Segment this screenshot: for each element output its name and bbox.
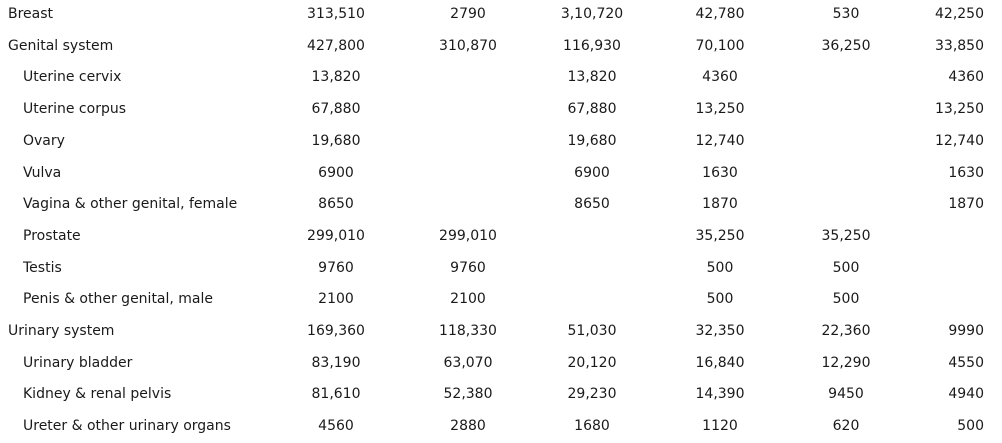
table-cell: 500 xyxy=(832,259,860,276)
table-cell: 9450 xyxy=(828,386,864,403)
table-row xyxy=(0,94,1002,126)
table-row xyxy=(0,316,1002,348)
row-label: Prostate xyxy=(23,227,81,244)
row-label: Ureter & other urinary organs xyxy=(23,418,231,435)
table-cell: 29,230 xyxy=(567,386,617,403)
table-cell: 51,030 xyxy=(567,323,617,339)
table-cell: 500 xyxy=(832,291,860,308)
row-label: Uterine cervix xyxy=(23,69,122,86)
table-cell: 1120 xyxy=(702,418,738,435)
table-cell: 9760 xyxy=(318,259,354,276)
table-cell: 52,380 xyxy=(443,386,493,403)
table-row xyxy=(0,62,1002,94)
table-cell: 42,780 xyxy=(695,6,745,22)
table-cell: 13,250 xyxy=(695,101,745,118)
table-cell: 1630 xyxy=(948,164,984,181)
row-label: Uterine corpus xyxy=(23,101,127,118)
table-row xyxy=(0,379,1002,411)
table-cell: 1870 xyxy=(702,196,738,213)
table-cell: 299,010 xyxy=(307,227,365,244)
row-label: Urinary bladder xyxy=(23,354,133,371)
table-cell: 36,250 xyxy=(821,37,871,54)
table-cell: 19,680 xyxy=(567,132,617,149)
table-row xyxy=(0,253,1002,285)
table-cell: 9760 xyxy=(450,259,486,276)
table-cell: 1680 xyxy=(574,418,610,435)
table-cell: 530 xyxy=(832,6,860,22)
table-cell: 169,360 xyxy=(307,323,365,339)
row-label: Vulva xyxy=(23,164,62,181)
table-cell: 32,350 xyxy=(695,323,745,339)
table-cell: 620 xyxy=(832,418,860,435)
row-label: Genital system xyxy=(8,37,114,54)
table-row xyxy=(0,284,1002,316)
table-cell: 2880 xyxy=(450,418,486,435)
table-cell: 4560 xyxy=(318,418,354,435)
table-cell: 12,740 xyxy=(935,132,984,149)
table-cell: 42,250 xyxy=(935,6,984,22)
table-cell: 1630 xyxy=(702,164,738,181)
table-cell: 83,190 xyxy=(311,354,361,371)
table-cell: 4360 xyxy=(702,69,738,86)
table-cell: 1870 xyxy=(948,196,984,213)
table-cell: 299,010 xyxy=(439,227,497,244)
table-row xyxy=(0,31,1002,63)
table-cell: 3,10,720 xyxy=(560,6,624,22)
table-cell: 81,610 xyxy=(311,386,361,403)
table-cell: 427,800 xyxy=(307,37,365,54)
table-cell: 12,740 xyxy=(695,132,745,149)
row-label: Vagina & other genital, female xyxy=(23,196,238,213)
table-cell: 9990 xyxy=(948,323,984,339)
table-cell: 8650 xyxy=(318,196,354,213)
table-cell: 500 xyxy=(706,291,734,308)
table-cell: 313,510 xyxy=(307,6,365,22)
table-cell: 116,930 xyxy=(563,37,621,54)
table-row xyxy=(0,348,1002,380)
table-cell: 13,250 xyxy=(935,101,984,118)
row-label: Kidney & renal pelvis xyxy=(23,386,172,403)
table-cell: 35,250 xyxy=(821,227,871,244)
table-cell: 63,070 xyxy=(443,354,493,371)
table-cell: 13,820 xyxy=(567,69,617,86)
row-label: Breast xyxy=(8,6,54,22)
table-row xyxy=(0,189,1002,221)
table-cell: 14,390 xyxy=(695,386,745,403)
table-cell: 2100 xyxy=(318,291,354,308)
table-cell: 500 xyxy=(957,418,984,435)
table-cell: 16,840 xyxy=(695,354,745,371)
table-row xyxy=(0,158,1002,190)
row-label: Penis & other genital, male xyxy=(23,291,214,308)
table-cell: 2100 xyxy=(450,291,486,308)
table-cell: 33,850 xyxy=(935,37,984,54)
table-cell: 13,820 xyxy=(311,69,361,86)
table-cell: 310,870 xyxy=(439,37,497,54)
table-cell: 67,880 xyxy=(311,101,361,118)
table-cell: 70,100 xyxy=(695,37,745,54)
table-row xyxy=(0,0,1002,31)
table-cell: 6900 xyxy=(574,164,610,181)
table-cell: 20,120 xyxy=(567,354,617,371)
table-cell: 8650 xyxy=(574,196,610,213)
table-cell: 500 xyxy=(706,259,734,276)
table-cell: 2790 xyxy=(450,6,486,22)
row-label: Urinary system xyxy=(8,323,115,339)
table-cell: 6900 xyxy=(318,164,354,181)
table-cell: 4550 xyxy=(948,354,984,371)
table-row xyxy=(0,126,1002,158)
table-cell: 12,290 xyxy=(821,354,871,371)
row-label: Testis xyxy=(23,259,62,276)
table-cell: 67,880 xyxy=(567,101,617,118)
table-cell: 22,360 xyxy=(821,323,871,339)
table-cell: 35,250 xyxy=(695,227,745,244)
table-row xyxy=(0,221,1002,253)
table-cell: 118,330 xyxy=(439,323,497,339)
table-row xyxy=(0,411,1002,443)
table-cell: 19,680 xyxy=(311,132,361,149)
row-label: Ovary xyxy=(23,132,65,149)
table-cell: 4360 xyxy=(948,69,984,86)
table-cell: 4940 xyxy=(948,386,984,403)
